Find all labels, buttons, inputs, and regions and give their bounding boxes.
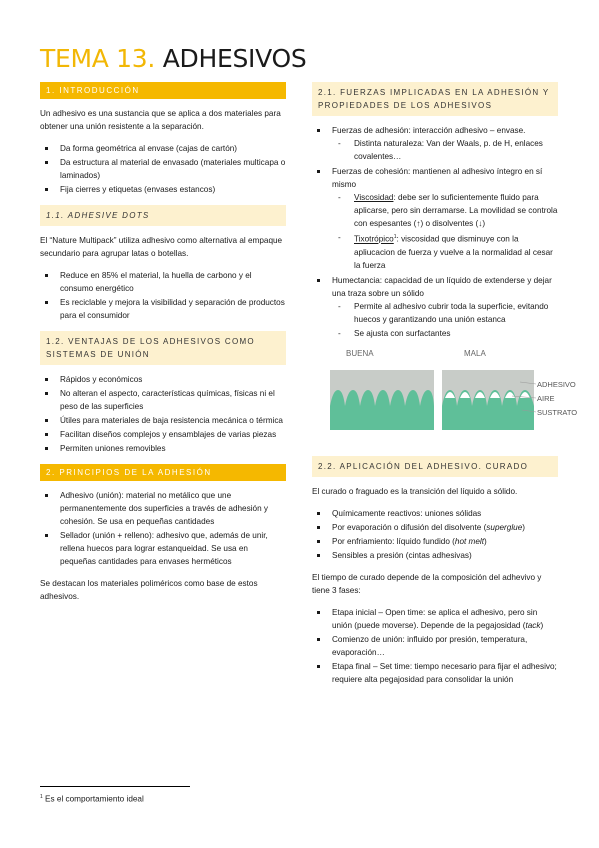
list-item — [312, 535, 558, 548]
label-bad: MALA — [464, 348, 486, 358]
section-1-1-paragraph: El “Nature Multipack” utiliza adhesivo como alternativa al empaque secundario para agrupar latas o botellas. — [40, 236, 283, 258]
list-item: Da forma geométrica al envase (cajas de cartón) — [40, 142, 286, 155]
sub-list-item: - Se ajusta con surfactantes — [332, 327, 558, 340]
phase-text: Etapa inicial – Open time: se aplica el adhesivo, pero sin unión (puede moverse). Depende de la pegajosidad ( — [332, 607, 538, 630]
list-item: Fija cierres y etiquetas (envases estancos) — [40, 183, 286, 196]
curing-text: Sensibles a presión (cintas adhesivas) — [332, 550, 472, 560]
wetting-text: Humectancia: capacidad de un líquido de extenderse y dejar una traza sobre un sólido — [332, 275, 552, 298]
section-1-1-heading: 1.1. ADHESIVE DOTS — [40, 205, 286, 226]
list-item — [312, 521, 558, 534]
list-item: No alteran el aspecto, características químicas, físicas ni el peso de las superficies — [40, 387, 286, 413]
list-item: Facilitan diseños complejos y ensamblajes de varias piezas — [40, 428, 286, 441]
section-2-list — [40, 489, 286, 568]
curing-text: Por enfriamiento: líquido fundido ( — [332, 536, 455, 546]
list-item: Permiten uniones removibles — [40, 442, 286, 455]
section-1-list — [40, 142, 286, 196]
wetting-diagram — [312, 346, 578, 438]
section-2-2-paragraph: El curado o fraguado es la transición del líquido a sólido. — [312, 486, 518, 496]
curing-text-end: ) — [522, 522, 525, 532]
label-substrate: SUSTRATO — [537, 407, 578, 417]
list-item: Adhesivo (unión): material no metálico que une permanentemente dos superficies a través de adhesión y cohesión. Se usa en pequeñas cantidades — [40, 489, 286, 528]
section-1-heading: 1. INTRODUCCIÓN — [40, 82, 286, 99]
wetting-diagram-svg — [312, 346, 578, 438]
thixotropic-text: : viscosidad que disminuye con la apliucacion de fuerza y vuelve a la normalidad al cesar la fuerza — [354, 234, 553, 270]
section-1-2-list — [40, 373, 286, 455]
label-adhesive: ADHESIVO — [537, 379, 576, 389]
label-air: AIRE — [537, 393, 555, 403]
footnote-number: 1 — [40, 794, 43, 800]
title-accent: TEMA 13. — [40, 44, 156, 73]
list-item: Útiles para materiales de baja resistencia mecánica o térmica — [40, 414, 286, 427]
phase-text-end: ) — [540, 620, 544, 630]
curing-text-end: ) — [484, 536, 487, 546]
curing-term: superglue — [486, 522, 523, 532]
sub-list-item: - Permite al adhesivo cubrir toda la superficie, evitando huecos y garantizando una unión estanca — [332, 300, 558, 326]
cohesion-sublist — [332, 191, 558, 272]
label-good: BUENA — [346, 348, 374, 358]
list-item — [312, 124, 558, 163]
curing-text: Por evaporación o difusión del disolvente ( — [332, 522, 487, 532]
list-item — [312, 606, 558, 632]
cohesion-text: Fuerzas de cohesión: mantienen al adhesivo íntegro en sí mismo — [332, 167, 543, 189]
thixotropic-term: Tixotrópico — [354, 234, 394, 244]
list-item: Reduce en 85% el material, la huella de carbono y el consumo energético — [40, 269, 286, 295]
sub-list-item — [332, 191, 558, 230]
section-1-paragraph: Un adhesivo es una sustancia que se aplica a dos materiales para obtener una unión resistente a la separación. — [40, 109, 281, 131]
forces-list — [312, 124, 558, 340]
adhesion-sublist — [332, 137, 558, 163]
viscosity-term: Viscosidad — [354, 193, 394, 202]
list-item — [312, 274, 558, 340]
section-1-2-heading: 1.2. VENTAJAS DE LOS ADHESIVOS COMO SISTEMAS DE UNIÓN — [40, 331, 286, 365]
section-2-1-heading: 2.1. FUERZAS IMPLICADAS EN LA ADHESIÓN Y PROPIEDADES DE LOS ADHESIVOS — [312, 82, 558, 116]
list-item: Sellador (unión + relleno): adhesivo que, además de unir, rellena huecos para lograr estanqueidad. Se usa en pequeñas cantidades para envases herméticos — [40, 529, 286, 568]
adhesion-text: Fuerzas de adhesión: interacción adhesivo – envase. — [332, 126, 526, 135]
sub-list-item — [332, 231, 558, 272]
footnote — [40, 794, 144, 804]
wetting-sublist — [332, 300, 558, 340]
curing-time-paragraph: El tiempo de curado depende de la composición del adhevivo y tiene 3 fases: — [312, 572, 542, 595]
curing-text: Químicamente reactivos: uniones sólidas — [332, 508, 482, 518]
curing-term: hot melt — [454, 536, 485, 546]
section-2-heading: 2. PRINCIPIOS DE LA ADHESIÓN — [40, 464, 286, 481]
list-item: Es reciclable y mejora la visibilidad y separación de productos para el consumidor — [40, 296, 286, 322]
footnote-divider — [40, 786, 190, 787]
list-item: Da estructura al material de envasado (materiales multicapa o laminados) — [40, 156, 286, 182]
section-2-paragraph: Se destacan los materiales poliméricos como base de estos adhesivos. — [40, 579, 258, 601]
page-title — [40, 44, 306, 73]
phase-term: tack — [525, 620, 541, 630]
curing-types-list — [312, 507, 558, 562]
list-item: Etapa final – Set time: tiempo necesario para fijar el adhesivo; requiere alta pegajosidad para consolidar la unión — [312, 660, 558, 686]
right-column — [312, 82, 578, 695]
footnote-text: Es el comportamiento ideal — [42, 794, 144, 804]
viscosity-text: : debe ser lo suficientemente fluido para aplicarse, pero sin derramarse. La movilidad se controla con espesantes (↑) o disolventes (↓) — [354, 193, 558, 228]
sub-list-item: - Distinta naturaleza: Van der Waals, p. de H, enlaces covalentes… — [332, 137, 558, 163]
list-item — [312, 165, 558, 272]
curing-phases-list — [312, 606, 558, 686]
list-item: Rápidos y económicos — [40, 373, 286, 386]
section-2-2-heading: 2.2. APLICACIÓN DEL ADHESIVO. CURADO — [312, 456, 558, 477]
list-item — [312, 507, 558, 520]
title-rest: ADHESIVOS — [155, 44, 307, 73]
list-item — [312, 549, 558, 562]
left-column — [40, 82, 286, 612]
footnote-ref: 1 — [393, 234, 397, 240]
section-1-1-list — [40, 269, 286, 322]
list-item: Comienzo de unión: influido por presión, temperatura, evaporación… — [312, 633, 558, 659]
